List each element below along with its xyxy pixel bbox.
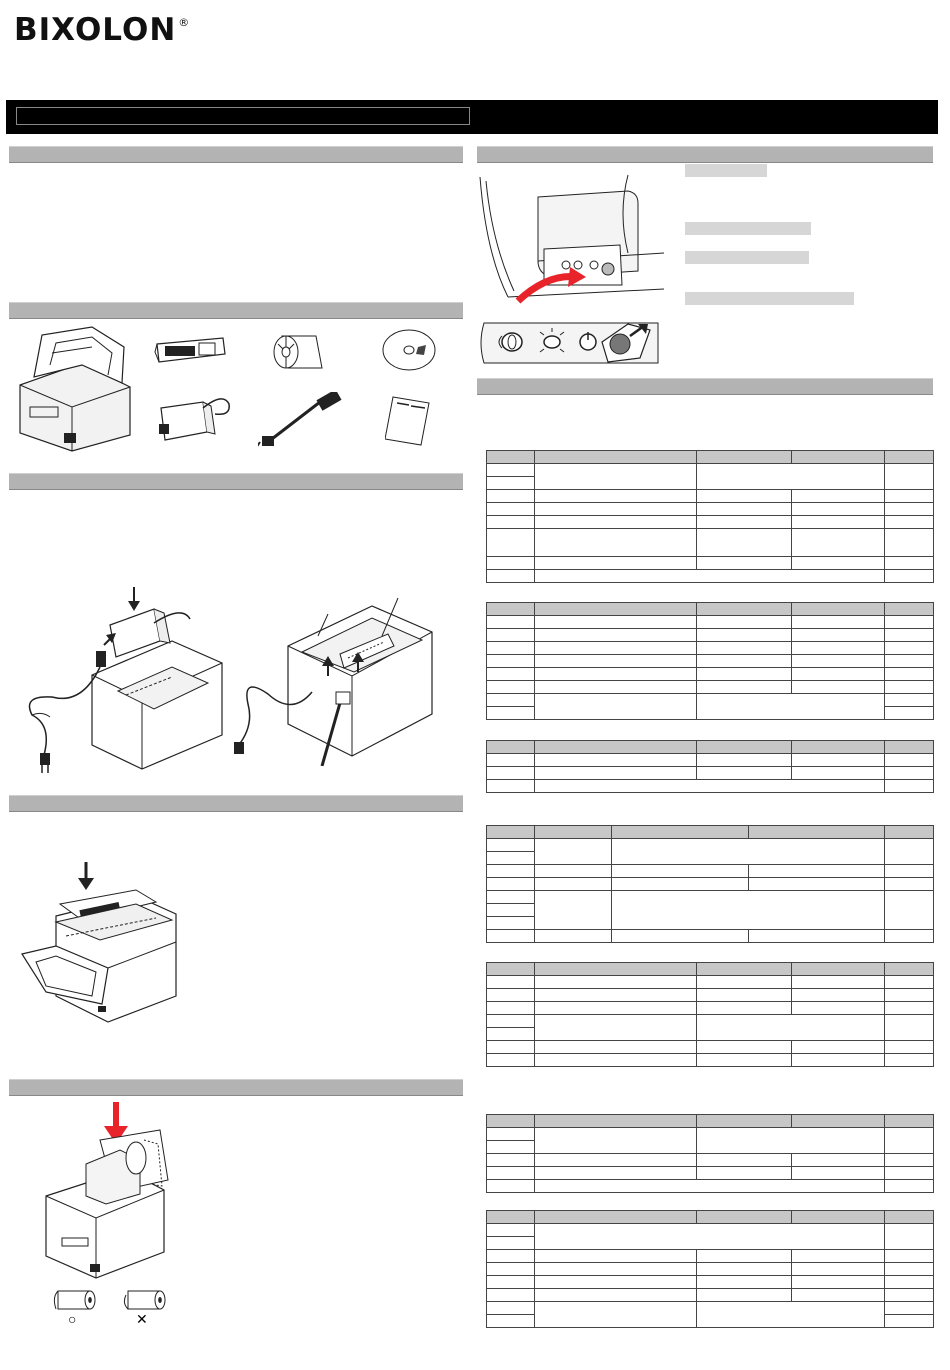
table-row xyxy=(487,1015,934,1028)
paper-roll-correct-icon xyxy=(52,1287,98,1313)
manual-icon xyxy=(385,395,435,447)
table-row xyxy=(487,1154,934,1167)
dip-switch-table-3 xyxy=(486,740,934,793)
table-row xyxy=(487,839,934,852)
dip-switch-table-5 xyxy=(486,962,934,1067)
dip-switch-table-2 xyxy=(486,602,934,720)
error-led-icon xyxy=(540,328,564,352)
table-row xyxy=(487,1180,934,1193)
table-row xyxy=(487,878,934,891)
ribbon-cassette-icon xyxy=(153,334,229,366)
paper-install-illustration xyxy=(40,1100,172,1280)
label-error xyxy=(685,222,811,235)
table-row xyxy=(487,930,934,943)
brand-logo: BIXOLON ® xyxy=(14,12,191,48)
table-row xyxy=(487,557,934,570)
table-row xyxy=(487,529,934,557)
table-header xyxy=(487,451,934,464)
table-row xyxy=(487,780,934,793)
paper-roll-wrong-icon xyxy=(120,1287,168,1313)
table-row xyxy=(487,655,934,668)
ribbon-install-illustration xyxy=(16,856,186,1026)
table-row xyxy=(487,891,934,904)
table-row xyxy=(487,694,934,707)
section-header-5 xyxy=(9,1079,463,1096)
correct-mark: ○ xyxy=(68,1311,77,1327)
paper-loaded-led-icon xyxy=(499,333,522,351)
adapter-install-illustration xyxy=(22,585,228,775)
dip-switch-table-7 xyxy=(486,1210,934,1328)
table-row xyxy=(487,1276,934,1289)
table-row xyxy=(487,681,934,694)
table-row xyxy=(487,1250,934,1263)
table-row xyxy=(487,1128,934,1141)
feed-button-icon xyxy=(602,324,650,362)
control-panel-buttons xyxy=(490,322,660,364)
dip-switch-table-4 xyxy=(486,825,934,943)
dip-switch-table-6 xyxy=(486,1114,934,1193)
table-row xyxy=(487,754,934,767)
cable-connection-illustration xyxy=(232,596,438,766)
label-power xyxy=(685,251,809,264)
table-row xyxy=(487,989,934,1002)
table-row xyxy=(487,616,934,629)
table-row xyxy=(487,570,934,583)
paper-roll-icon xyxy=(272,330,328,374)
table-row xyxy=(487,629,934,642)
table-row xyxy=(487,1263,934,1276)
table-row xyxy=(487,865,934,878)
title-bar xyxy=(6,100,938,134)
table-row xyxy=(487,767,934,780)
table-row xyxy=(487,516,934,529)
table-row xyxy=(487,464,934,477)
label-paper-loaded xyxy=(685,164,767,177)
wrong-mark: ✕ xyxy=(136,1311,148,1327)
table-row xyxy=(487,642,934,655)
power-led-icon xyxy=(580,332,596,350)
table-header xyxy=(487,826,934,839)
document-title xyxy=(16,107,470,125)
table-row xyxy=(487,1289,934,1302)
section-header-control-panel xyxy=(477,146,933,163)
section-header-2 xyxy=(9,302,463,319)
power-cord-icon xyxy=(258,392,348,450)
table-row xyxy=(487,1041,934,1054)
table-row xyxy=(487,976,934,989)
dip-switch-table-1 xyxy=(486,450,934,583)
cd-rom-icon xyxy=(380,327,438,373)
table-header xyxy=(487,1115,934,1128)
table-row xyxy=(487,503,934,516)
table-header xyxy=(487,741,934,754)
table-row xyxy=(487,1054,934,1067)
table-row xyxy=(487,1167,934,1180)
printer-icon xyxy=(12,325,137,453)
table-header xyxy=(487,603,934,616)
table-row xyxy=(487,1002,934,1015)
power-adapter-icon xyxy=(153,388,233,446)
table-row xyxy=(487,490,934,503)
section-header-1 xyxy=(9,146,463,163)
label-feed-button xyxy=(685,292,854,305)
table-row xyxy=(487,1224,934,1237)
section-header-4 xyxy=(9,795,463,812)
table-header xyxy=(487,1211,934,1224)
section-header-3 xyxy=(9,473,463,490)
table-header xyxy=(487,963,934,976)
table-row xyxy=(487,668,934,681)
section-header-dip-switch xyxy=(477,378,933,395)
table-row xyxy=(487,1302,934,1315)
